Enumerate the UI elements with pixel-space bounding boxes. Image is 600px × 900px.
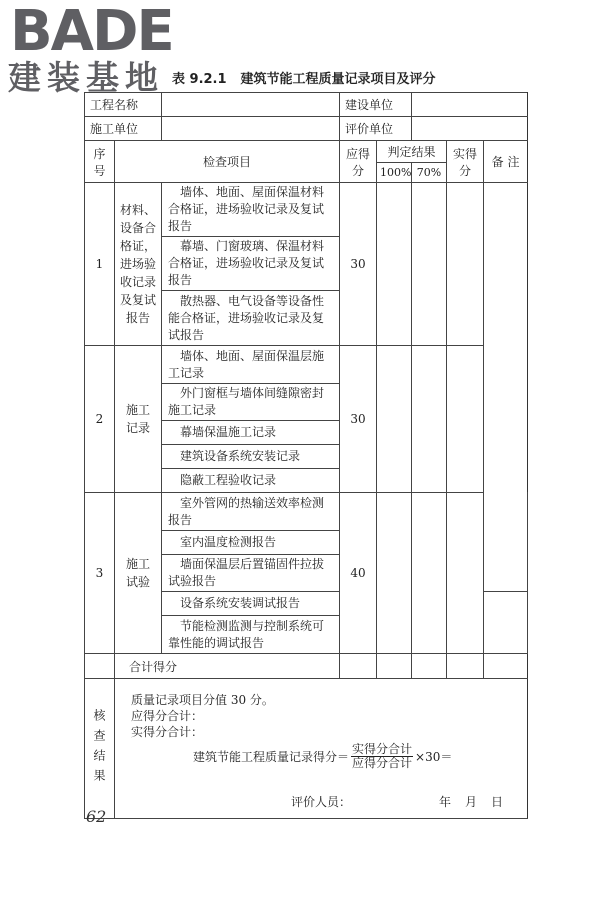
check-item: 室外管网的热输送效率检测报告 xyxy=(162,493,340,531)
evaluator-label: 评价人员： xyxy=(291,795,352,809)
logo-chinese-name: 建装基地 xyxy=(8,58,164,97)
group-category xyxy=(115,493,162,654)
table-number: 表 9.2.1 xyxy=(172,72,227,87)
pct-100-cell xyxy=(377,346,412,493)
column-header-row xyxy=(85,141,528,163)
builder-unit-value xyxy=(412,93,528,117)
formula-numerator: 实得分合计 xyxy=(352,742,413,756)
check-item: 室内温度检测报告 xyxy=(162,531,340,555)
page-number: 62 xyxy=(86,807,107,826)
actual-total-label: 实得分合计： xyxy=(131,725,204,739)
check-item: 幕墙保温施工记录 xyxy=(162,421,340,445)
formula-denominator: 应得分合计 xyxy=(352,756,413,770)
check-item: 散热器、电气设备等设备性能合格证，进场验收记录及复试报告 xyxy=(162,291,340,346)
total-pct-100 xyxy=(377,654,412,679)
logo-wordmark: BADE xyxy=(10,0,173,64)
total-label: 合计得分 xyxy=(115,654,340,679)
check-item: 墙面保温层后置锚固件拉拔试验报告 xyxy=(162,555,340,592)
construction-unit-label: 施工单位 xyxy=(85,117,162,141)
evaluation-unit-value xyxy=(412,117,528,141)
col-items: 检查项目 xyxy=(115,141,340,183)
actual-score-cell xyxy=(447,346,484,493)
check-item: 节能检测监测与控制系统可靠性能的调试报告 xyxy=(162,616,340,654)
construction-unit-value xyxy=(162,117,340,141)
total-score-due xyxy=(340,654,377,679)
date-day: 日 xyxy=(491,795,504,809)
bade-logo xyxy=(6,2,186,102)
total-seq-cell xyxy=(85,654,115,679)
group-seq: 3 xyxy=(85,493,115,654)
date-month: 月 xyxy=(465,795,478,809)
check-result-label: 核查结果 xyxy=(92,708,106,789)
pct-100-cell xyxy=(377,183,412,346)
builder-unit-label: 建设单位 xyxy=(340,93,412,117)
check-item: 幕墙、门窗玻璃、保温材料合格证，进场验收记录及复试报告 xyxy=(162,237,340,291)
score-formula xyxy=(193,743,452,770)
group-seq: 2 xyxy=(85,346,115,493)
table-row xyxy=(85,183,528,237)
check-item: 墙体、地面、屋面保温材料合格证，进场验收记录及复试报告 xyxy=(162,183,340,237)
evaluator-signature-line xyxy=(291,793,503,810)
col-remarks: 备 注 xyxy=(484,141,528,183)
total-score-actual xyxy=(447,654,484,679)
pct-70-cell xyxy=(412,493,447,654)
group-score: 40 xyxy=(340,493,377,654)
pct-100-cell xyxy=(377,493,412,654)
pct-70-cell xyxy=(412,346,447,493)
table-caption xyxy=(172,68,436,87)
header-row-1 xyxy=(85,93,528,117)
check-item: 隐蔽工程验收记录 xyxy=(162,469,340,493)
col-pct-70: 70% xyxy=(412,163,447,183)
group-score: 30 xyxy=(340,183,377,346)
check-item: 设备系统安装调试报告 xyxy=(162,592,340,616)
check-item: 建筑设备系统安装记录 xyxy=(162,445,340,469)
quality-record-table xyxy=(84,92,528,819)
group-category: 材料、设备合格证，进场验收记录及复试报告 xyxy=(115,183,162,346)
table-row xyxy=(85,346,528,384)
formula-suffix: ×30＝ xyxy=(415,750,453,764)
col-score-due: 应得分 xyxy=(340,141,377,183)
score-value-note: 质量记录项目分值 30 分。 xyxy=(131,693,274,707)
check-item: 墙体、地面、屋面保温层施工记录 xyxy=(162,346,340,384)
group-category xyxy=(115,346,162,493)
evaluation-unit-label: 评价单位 xyxy=(340,117,412,141)
pct-70-cell xyxy=(412,183,447,346)
check-result-label-cell xyxy=(85,679,115,819)
formula-fraction xyxy=(351,743,413,770)
check-result-content xyxy=(115,679,528,819)
col-score-actual: 实得分 xyxy=(447,141,484,183)
check-item: 外门窗框与墙体间缝隙密封施工记录 xyxy=(162,384,340,421)
group-category-text: 施工记录 xyxy=(125,403,150,435)
total-pct-70 xyxy=(412,654,447,679)
date-year: 年 xyxy=(439,795,452,809)
total-remarks xyxy=(484,654,528,679)
col-seq: 序号 xyxy=(85,141,115,183)
actual-score-cell xyxy=(447,493,484,654)
formula-prefix: 建筑节能工程质量记录得分＝ xyxy=(193,750,350,764)
project-name-value xyxy=(162,93,340,117)
table-title: 建筑节能工程质量记录项目及评分 xyxy=(240,72,436,87)
group-category-text: 施工试验 xyxy=(125,557,150,589)
table-row xyxy=(85,493,528,531)
actual-score-cell xyxy=(447,183,484,346)
col-pct-100: 100% xyxy=(377,163,412,183)
check-result-row xyxy=(85,679,528,819)
total-row xyxy=(85,654,528,679)
remarks-cell xyxy=(484,183,528,592)
col-judgement: 判定结果 xyxy=(377,141,447,163)
group-score: 30 xyxy=(340,346,377,493)
due-total-label: 应得分合计： xyxy=(131,709,204,723)
project-name-label: 工程名称 xyxy=(85,93,162,117)
header-row-2 xyxy=(85,117,528,141)
group-seq: 1 xyxy=(85,183,115,346)
